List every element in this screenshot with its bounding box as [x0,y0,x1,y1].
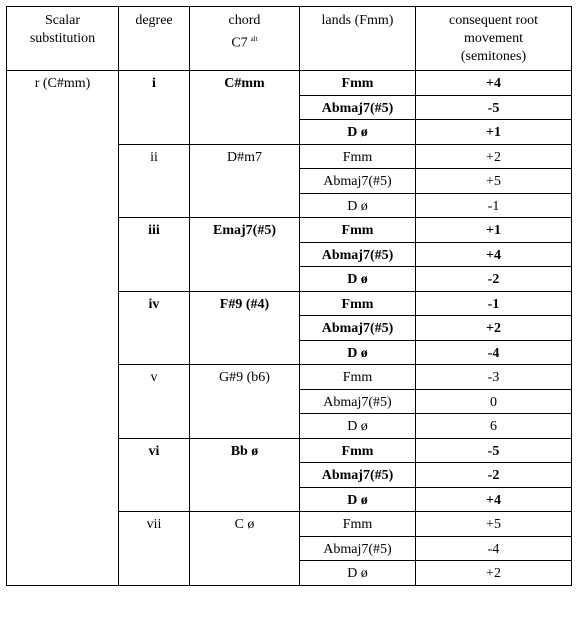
movement-cell: +2 [416,144,572,169]
lands-cell: Fmm [300,438,416,463]
lands-cell: D ø [300,487,416,512]
header-chord-line2: C7 [231,35,248,51]
movement-cell: +1 [416,218,572,243]
lands-cell: Fmm [300,218,416,243]
chord-cell: C#mm [190,71,300,145]
lands-cell: Abmaj7(#5) [300,463,416,488]
lands-cell: Abmaj7(#5) [300,389,416,414]
chord-cell: Bb ø [190,438,300,512]
movement-cell: +1 [416,120,572,145]
movement-cell: -4 [416,340,572,365]
movement-cell: 6 [416,414,572,439]
chord-cell: F#9 (#4) [190,291,300,365]
chord-cell: G#9 (b6) [190,365,300,439]
lands-cell: Fmm [300,291,416,316]
degree-cell: v [119,365,190,439]
table-body [7,71,572,586]
header-movement-line2: movement [463,31,524,46]
header-degree: degree [119,7,190,71]
chord-cell: D#m7 [190,144,300,218]
lands-cell: Abmaj7(#5) [300,169,416,194]
header-lands: lands (Fmm) [300,7,416,71]
lands-cell: Abmaj7(#5) [300,536,416,561]
header-scalar-line1: Scalar [45,13,80,28]
substitution-cell: r (C#mm) [7,71,119,586]
movement-cell: +4 [416,487,572,512]
movement-cell: +5 [416,169,572,194]
movement-cell: -2 [416,463,572,488]
header-movement-line1: consequent root [448,13,539,28]
movement-cell: +2 [416,316,572,341]
degree-cell: iii [119,218,190,292]
lands-cell: Fmm [300,144,416,169]
lands-cell: D ø [300,414,416,439]
movement-cell: +2 [416,561,572,586]
lands-cell: D ø [300,561,416,586]
degree-cell: ii [119,144,190,218]
header-row [7,7,572,71]
lands-cell: D ø [300,120,416,145]
movement-cell: -1 [416,193,572,218]
header-chord [190,7,300,71]
lands-cell: Abmaj7(#5) [300,242,416,267]
header-root-movement [416,7,572,71]
table-row [7,71,572,96]
lands-cell: Abmaj7(#5) [300,316,416,341]
movement-cell: -5 [416,95,572,120]
substitution-table [6,6,572,586]
movement-cell: +5 [416,512,572,537]
movement-cell: -5 [416,438,572,463]
header-chord-line1: chord [228,13,261,28]
lands-cell: D ø [300,267,416,292]
lands-cell: Fmm [300,71,416,96]
substitution-table-container [6,6,572,586]
header-scalar-substitution [7,7,119,71]
movement-cell: -4 [416,536,572,561]
lands-cell: Fmm [300,365,416,390]
lands-cell: Fmm [300,512,416,537]
header-chord-superscript: alt [250,35,258,43]
lands-cell: Abmaj7(#5) [300,95,416,120]
header-scalar-line2: substitution [29,31,96,46]
degree-cell: iv [119,291,190,365]
lands-cell: D ø [300,193,416,218]
degree-cell: i [119,71,190,145]
chord-cell: C ø [190,512,300,586]
movement-cell: -3 [416,365,572,390]
movement-cell: -2 [416,267,572,292]
header-movement-line3: (semitones) [460,49,527,64]
movement-cell: 0 [416,389,572,414]
chord-cell: Emaj7(#5) [190,218,300,292]
degree-cell: vi [119,438,190,512]
lands-cell: D ø [300,340,416,365]
movement-cell: +4 [416,242,572,267]
movement-cell: -1 [416,291,572,316]
degree-cell: vii [119,512,190,586]
movement-cell: +4 [416,71,572,96]
